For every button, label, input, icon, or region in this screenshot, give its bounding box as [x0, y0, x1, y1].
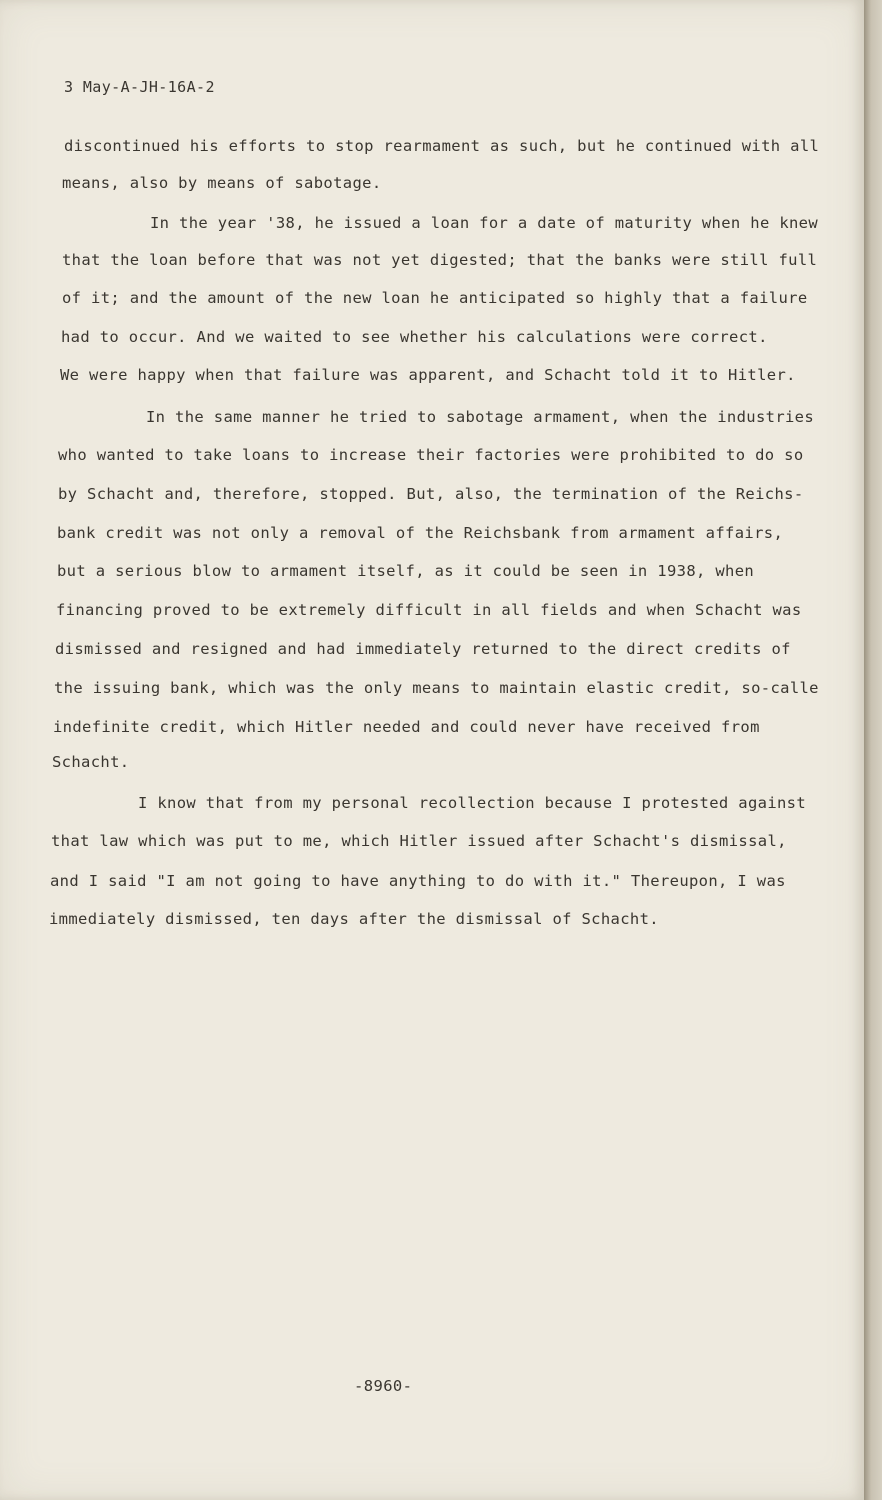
text-line: dismissed and resigned and had immediately returned to the direct credits of	[55, 640, 791, 658]
paper-edge	[864, 0, 882, 1500]
document-reference: 3 May-A-JH-16A-2	[64, 78, 215, 96]
text-line: bank credit was not only a removal of the Reichsbank from armament affairs,	[57, 524, 784, 542]
text-line: by Schacht and, therefore, stopped. But, also, the termination of the Reichs-	[58, 485, 804, 503]
text-line: means, also by means of sabotage.	[62, 174, 382, 192]
text-line: discontinued his efforts to stop rearmament as such, but he continued with all	[64, 137, 820, 155]
text-line: of it; and the amount of the new loan he anticipated so highly that a failure	[62, 289, 808, 307]
text-line: I know that from my personal recollection because I protested against	[138, 794, 807, 812]
text-line: but a serious blow to armament itself, as it could be seen in 1938, when	[57, 562, 755, 580]
text-line: that the loan before that was not yet digested; that the banks were still full	[62, 251, 818, 269]
text-line: who wanted to take loans to increase their factories were prohibited to do so	[58, 446, 804, 464]
page-number: -8960-	[354, 1377, 413, 1395]
text-line: immediately dismissed, ten days after the dismissal of Schacht.	[49, 910, 659, 928]
text-line: had to occur. And we waited to see whether his calculations were correct.	[61, 328, 768, 346]
text-line: Schacht.	[52, 753, 130, 771]
text-line: that law which was put to me, which Hitler issued after Schacht's dismissal,	[51, 832, 787, 850]
text-line: financing proved to be extremely difficult in all fields and when Schacht was	[56, 601, 802, 619]
text-line: indefinite credit, which Hitler needed and could never have received from	[53, 718, 760, 736]
text-line: and I said "I am not going to have anything to do with it." Thereupon, I was	[50, 872, 786, 890]
text-line: In the year '38, he issued a loan for a date of maturity when he knew	[150, 214, 819, 232]
text-line: the issuing bank, which was the only means to maintain elastic credit, so-calle	[54, 679, 819, 697]
text-line: We were happy when that failure was apparent, and Schacht told it to Hitler.	[60, 366, 796, 384]
text-line: In the same manner he tried to sabotage armament, when the industries	[146, 408, 815, 426]
